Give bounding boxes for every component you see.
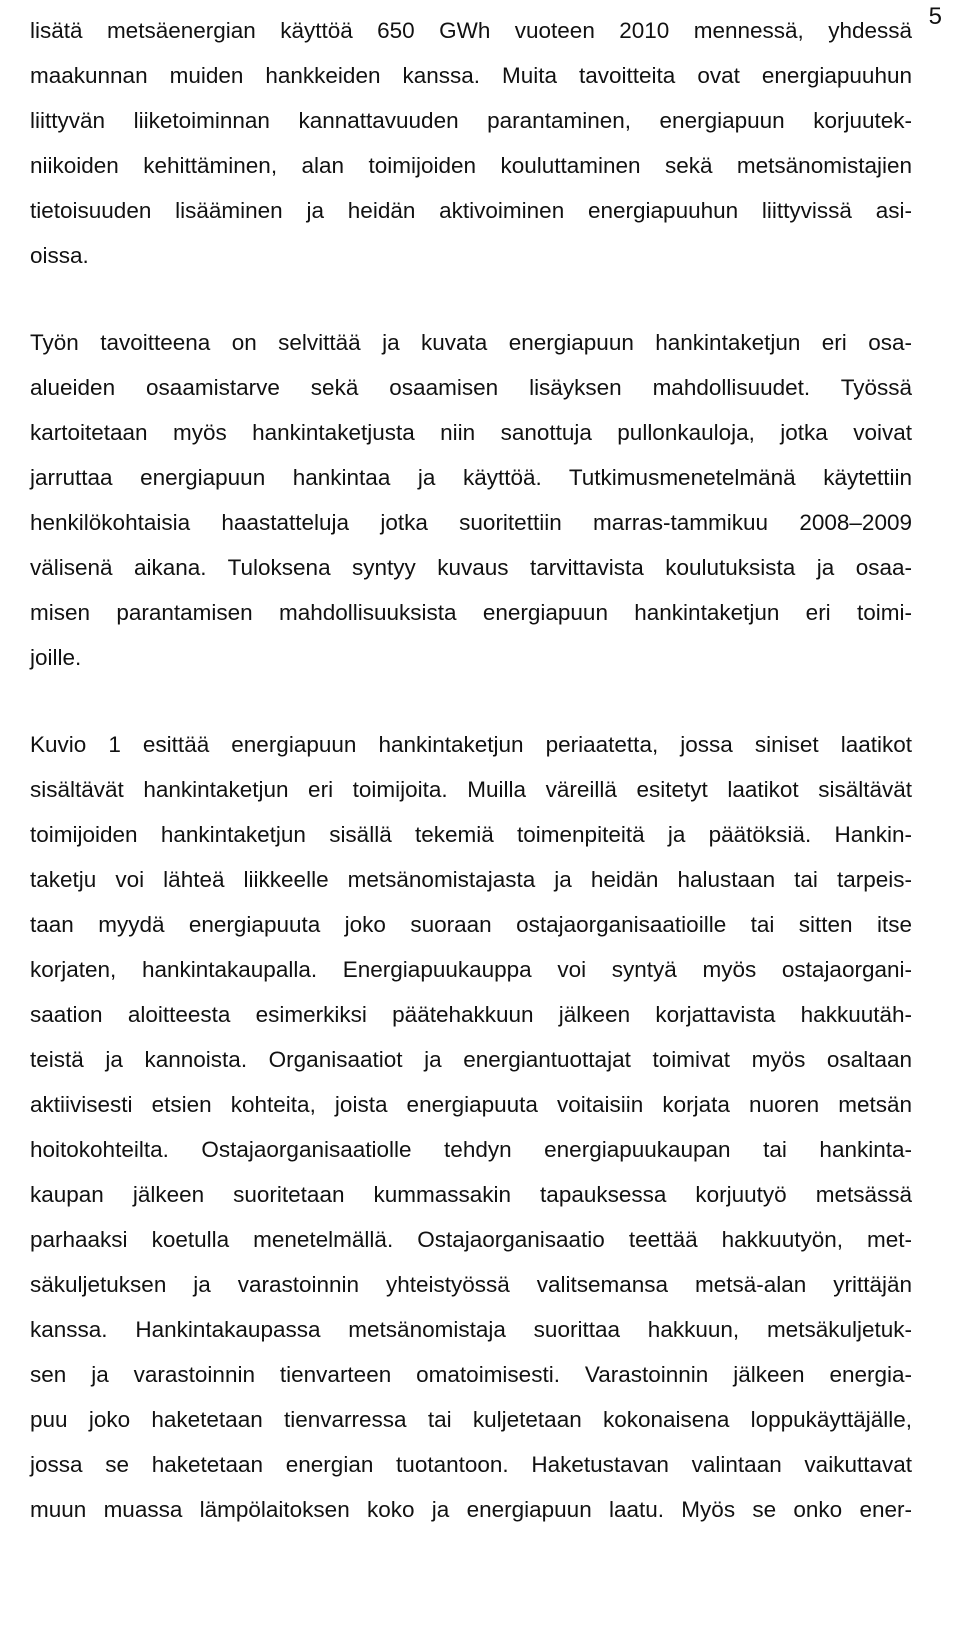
text-line: alueiden osaamistarve sekä osaamisen lisäyksen mahdollisuudet. Työssä <box>30 375 912 400</box>
text-line: kanssa. Hankintakaupassa metsänomistaja suorittaa hakkuun, metsäkuljetuk- <box>30 1317 912 1342</box>
text-line: teistä ja kannoista. Organisaatiot ja energiantuottajat toimivat myös osaltaan <box>30 1047 912 1072</box>
text-line: puu joko haketetaan tienvarressa tai kuljetetaan kokonaisena loppukäyttäjälle, <box>30 1407 912 1432</box>
text-line: välisenä aikana. Tuloksena syntyy kuvaus tarvittavista koulutuksista ja osaa- <box>30 555 912 580</box>
text-line: korjaten, hankintakaupalla. Energiapuukauppa voi syntyä myös ostajaorgani- <box>30 957 912 982</box>
text-line: Kuvio 1 esittää energiapuun hankintaketjun periaatetta, jossa siniset laatikot <box>30 732 912 757</box>
page-number: 5 <box>928 3 942 30</box>
text-line: joille. <box>30 645 82 670</box>
text-line: oissa. <box>30 243 89 268</box>
text-line: maakunnan muiden hankkeiden kanssa. Muita tavoitteita ovat energiapuuhun <box>30 63 912 88</box>
text-line: aktiivisesti etsien kohteita, joista energiapuuta voitaisiin korjata nuoren metsän <box>30 1092 912 1117</box>
text-line: lisätä metsäenergian käyttöä 650 GWh vuoteen 2010 mennessä, yhdessä <box>30 18 912 43</box>
text-line: jossa se haketetaan energian tuotantoon. Haketustavan valintaan vaikuttavat <box>30 1452 912 1477</box>
text-line: henkilökohtaisia haastatteluja jotka suoritettiin marras-tammikuu 2008–2009 <box>30 510 912 535</box>
text-line: parhaaksi koetulla menetelmällä. Ostajaorganisaatio teettää hakkuutyön, met- <box>30 1227 912 1252</box>
text-line: tietoisuuden lisääminen ja heidän aktivoiminen energiapuuhun liittyvissä asi- <box>30 198 912 223</box>
text-line: misen parantamisen mahdollisuuksista energiapuun hankintaketjun eri toimi- <box>30 600 912 625</box>
text-line: hoitokohteilta. Ostajaorganisaatiolle tehdyn energiapuukaupan tai hankinta- <box>30 1137 912 1162</box>
text-line: kartoitetaan myös hankintaketjusta niin sanottuja pullonkauloja, jotka voivat <box>30 420 912 445</box>
text-line: saation aloitteesta esimerkiksi päätehakkuun jälkeen korjattavista hakkuutäh- <box>30 1002 912 1027</box>
text-line: taan myydä energiapuuta joko suoraan ostajaorganisaatioille tai sitten itse <box>30 912 912 937</box>
text-line: toimijoiden hankintaketjun sisällä tekemiä toimenpiteitä ja päätöksiä. Hankin- <box>30 822 912 847</box>
text-line: liittyvän liiketoiminnan kannattavuuden parantaminen, energiapuun korjuutek- <box>30 108 912 133</box>
text-line: säkuljetuksen ja varastoinnin yhteistyössä valitsemansa metsä-alan yrittäjän <box>30 1272 912 1297</box>
text-line: Työn tavoitteena on selvittää ja kuvata energiapuun hankintaketjun eri osa- <box>30 330 912 355</box>
text-line: muun muassa lämpölaitoksen koko ja energiapuun laatu. Myös se onko ener- <box>30 1497 912 1522</box>
text-line: niikoiden kehittäminen, alan toimijoiden kouluttaminen sekä metsänomistajien <box>30 153 912 178</box>
text-line: sisältävät hankintaketjun eri toimijoita. Muilla väreillä esitetyt laatikot sisältävät <box>30 777 912 802</box>
text-line: taketju voi lähteä liikkeelle metsänomistajasta ja heidän halustaan tai tarpeis- <box>30 867 912 892</box>
text-line: jarruttaa energiapuun hankintaa ja käyttöä. Tutkimusmenetelmänä käytettiin <box>30 465 912 490</box>
text-line: sen ja varastoinnin tienvarteen omatoimisesti. Varastoinnin jälkeen energia- <box>30 1362 912 1387</box>
text-line: kaupan jälkeen suoritetaan kummassakin tapauksessa korjuutyö metsässä <box>30 1182 912 1207</box>
